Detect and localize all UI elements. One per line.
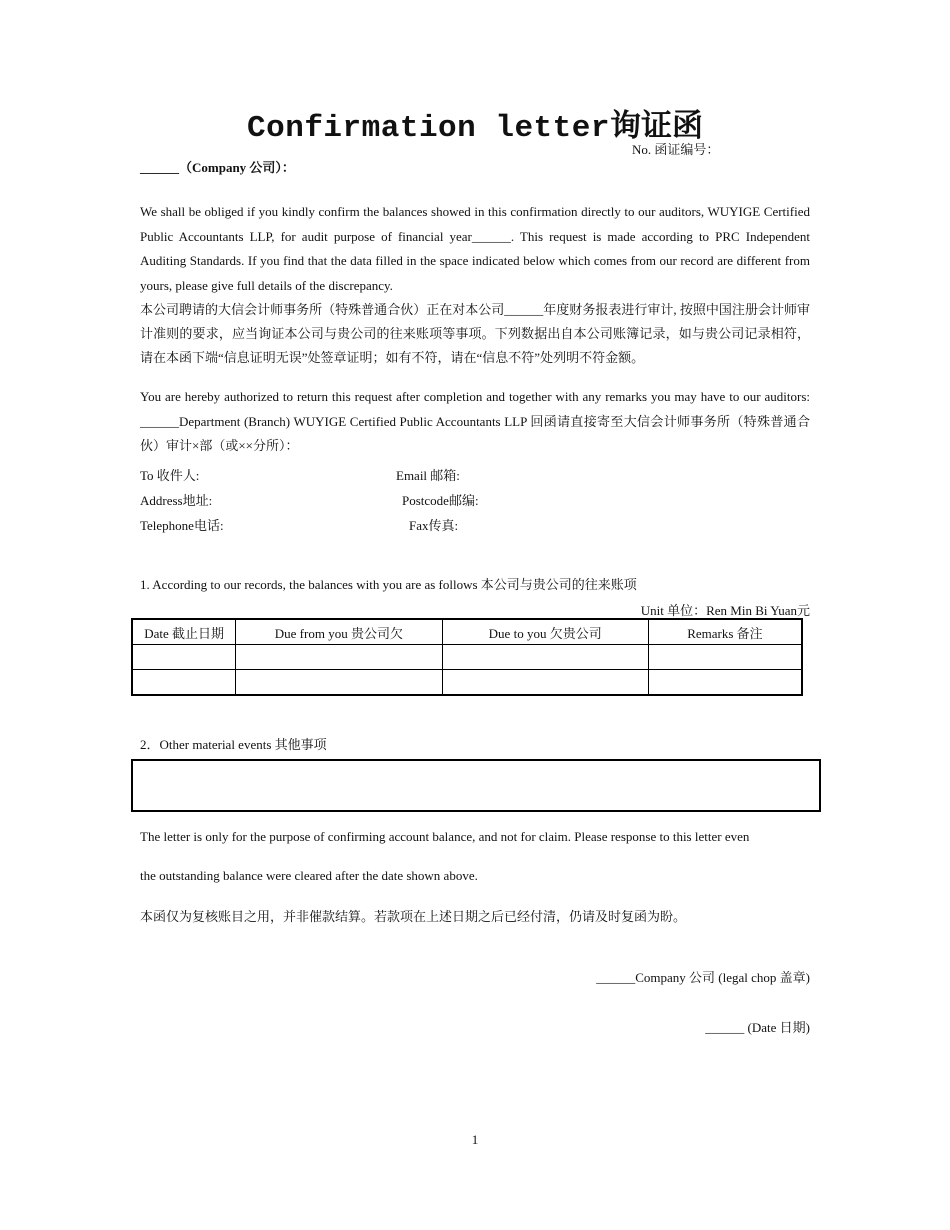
table-cell[interactable] [648,645,802,670]
contact-fax: Fax传真: [409,518,459,533]
contact-address: Address地址: [140,493,213,508]
intro-en: We shall be obliged if you kindly confirm the balances showed in this confirmation directly to our auditors, WUYIGE Certified Public Accountants LLP, for audit purpose of financial year______. This request is made according to PRC Independent Auditing Standards. If you find that the data filled in the space indicated below which comes from our record are different from yours, please give full details of the discrepancy. [140,204,810,293]
contact-email: Email 邮箱: [396,468,460,483]
section-1-heading: 1. According to our records, the balances with you are as follows 本公司与贵公司的往来账项 [140,577,637,592]
table-row [132,645,802,670]
return-paragraph: You are hereby authorized to return this request after completion and together with any remarks you may have to our auditors: ______Department (Branch) WUYIGE Certified Public Accountants LLP 回函请直接寄至大信会计师事务所（特殊普通合伙）审计×部（或××分所）： [140,389,810,453]
page-title [0,100,950,146]
recipient-line: ______（Company 公司）： [140,160,295,175]
unit-label: Unit 单位：Ren Min Bi Yuan元 [640,603,810,618]
contact-telephone: Telephone电话: [140,518,224,533]
header-due-to: Due to you 欠贵公司 [442,619,648,645]
intro-paragraph [140,200,810,370]
table-cell[interactable] [132,645,236,670]
company-chop-line: ______Company 公司 (legal chop 盖章) [596,970,810,985]
header-date: Date 截止日期 [132,619,236,645]
contact-to: To 收件人: [140,468,200,483]
header-remarks: Remarks 备注 [648,619,802,645]
title-zh: 询证函 [609,108,703,144]
note-en-line-1: The letter is only for the purpose of confirming account balance, and not for claim. Please response to this letter even [140,829,750,844]
date-line: ______ (Date 日期) [705,1020,810,1035]
table-cell[interactable] [442,645,648,670]
title-en: Confirmation letter [247,111,610,146]
table-cell[interactable] [132,670,236,696]
contact-postcode: Postcode邮编: [402,493,479,508]
intro-zh: 本公司聘请的大信会计师事务所（特殊普通合伙）正在对本公司______年度财务报表进行审计, 按照中国注册会计师审计准则的要求，应当询证本公司与贵公司的往来账项等事项。下列数据出自本公司账簿记录，如与贵公司记录相符，请在本函下端“信息证明无误”处签章证明；如有不符，请在“信息不符”处列明不符金额。 [140,302,810,365]
header-due-from: Due from you 贵公司欠 [236,619,442,645]
note-zh: 本函仅为复核账目之用，并非催款结算。若款项在上述日期之后已经付清，仍请及时复函为盼。 [140,909,687,924]
table-header-row [132,619,802,645]
other-events-box[interactable] [131,759,821,812]
page-number: 1 [471,1132,479,1147]
table-cell[interactable] [648,670,802,696]
balance-table [131,618,803,696]
table-row [132,670,802,696]
reference-number: No. 函证编号： [632,142,720,157]
table-cell[interactable] [442,670,648,696]
section-2-heading: 2．Other material events 其他事项 [140,737,327,752]
note-en-line-2: the outstanding balance were cleared after the date shown above. [140,868,478,883]
table-cell[interactable] [236,645,442,670]
table-cell[interactable] [236,670,442,696]
